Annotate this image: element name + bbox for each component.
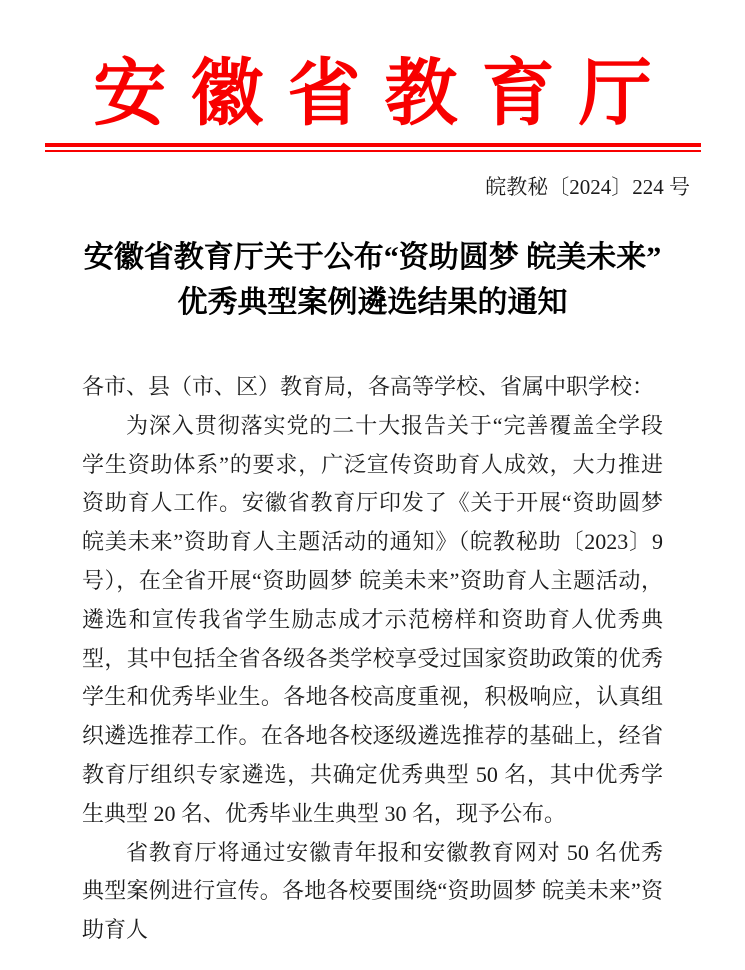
body-paragraph-1: 为深入贯彻落实党的二十大报告关于“完善覆盖全学段学生资助体系”的要求，广泛宣传资助育人成效，大力推进资助育人工作。安徽省教育厅印发了《关于开展“资助圆梦 皖美未来”资助育人主题活动的通知》（皖教秘助〔2023〕9 号），在全省开展“资助圆梦 皖美未来”资助育人主题活动，遴选和宣传我省学生励志成才示范榜样和资助育人优秀典型，其中包括全省各级各类学校享受过国家资助政策的优秀学生和优秀毕业生。各地各校高度重视，积极响应，认真组织遴选推荐工作。在各地各校逐级遴选推荐的基础上，经省教育厅组织专家遴选，共确定优秀典型 50 名，其中优秀学生典型 20 名、优秀毕业生典型 30 名，现予公布。 [82,412,663,826]
letterhead-divider-thin-rule [45,150,701,152]
notice-title-line-2: 优秀典型案例遴选结果的通知 [177,286,568,319]
doc-number: 皖教秘〔2024〕224 号 [485,175,690,199]
notice-title-line-1: 安徽省教育厅关于公布“资助圆梦 皖美未来” [83,241,662,274]
letterhead-divider [45,143,701,152]
letterhead-divider-thick-rule [45,143,701,147]
notice-title [0,235,745,325]
notice-body [82,368,663,950]
agency-letterhead: 安徽省教育厅 [93,53,676,134]
body-paragraph-2: 省教育厅将通过安徽青年报和安徽教育网对 50 名优秀典型案例进行宣传。各地各校要围绕“资助圆梦 皖美未来”资助育人 [82,839,663,943]
salutation: 各市、县（市、区）教育局，各高等学校、省属中职学校： [82,374,655,399]
